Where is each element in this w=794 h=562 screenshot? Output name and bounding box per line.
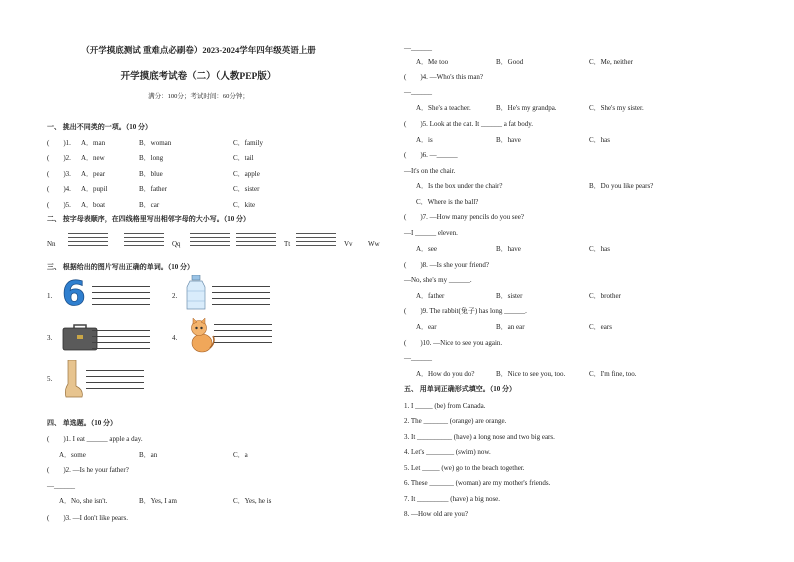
answer-line[interactable] xyxy=(214,324,272,325)
letter-nn: Nn xyxy=(47,240,56,248)
question-stem: ( )4. —Who's this man? xyxy=(404,73,484,81)
paper-title: （开学摸底测试 重难点必刷卷）2023-2024学年四年级英语上册 xyxy=(81,45,316,55)
fill-item: 1. I _____ (be) from Canada. xyxy=(404,402,486,410)
answer-line[interactable] xyxy=(86,382,144,383)
question-stem: ( )10. —Nice to see you again. xyxy=(404,339,503,347)
answer-line[interactable] xyxy=(212,304,270,305)
answer-line[interactable] xyxy=(92,286,150,287)
question-stem: ( )3. —I don't like pears. xyxy=(47,514,128,522)
answer-line[interactable] xyxy=(92,304,150,305)
svg-text:6: 6 xyxy=(62,274,86,310)
section1-heading: 一、 挑出不同类的一项。（10 分） xyxy=(47,123,152,131)
answer-line[interactable] xyxy=(214,336,272,337)
answer-line[interactable] xyxy=(214,330,272,331)
section4-heading: 四、 单选题。（10 分） xyxy=(47,419,117,427)
exam-info: 满分：100分；考试时间：60分钟； xyxy=(148,93,249,100)
answer-line[interactable] xyxy=(86,376,144,377)
cat-icon xyxy=(186,318,216,359)
four-line-grid[interactable] xyxy=(68,233,108,249)
fill-item: 3. It __________ (have) a long nose and two big ears. xyxy=(404,433,555,441)
water-bottle-icon xyxy=(184,275,208,316)
fill-item: 8. —How old are you? xyxy=(404,510,468,518)
answer-line[interactable] xyxy=(92,342,150,343)
four-line-grid[interactable] xyxy=(296,233,336,249)
answer-line[interactable] xyxy=(212,292,270,293)
question-stem: ( )6. —______ xyxy=(404,151,458,159)
question-stem: ( )1. I eat ______ apple a day. xyxy=(47,435,143,443)
fill-item: 2. The _______ (orange) are orange. xyxy=(404,417,507,425)
answer-line[interactable] xyxy=(212,298,270,299)
answer-line[interactable] xyxy=(92,292,150,293)
fill-item: 4. Let's ________ (swim) now. xyxy=(404,448,491,456)
answer-line[interactable] xyxy=(212,286,270,287)
letter-ww: Ww xyxy=(368,240,380,248)
answer-line[interactable] xyxy=(86,388,144,389)
paper-subtitle: 开学摸底考试卷（二）（人教PEP版） xyxy=(120,72,277,82)
answer-line[interactable] xyxy=(86,370,144,371)
question-stem: ( )7. —How many pencils do you see? xyxy=(404,213,524,221)
answer-line[interactable] xyxy=(92,348,150,349)
four-line-grid[interactable] xyxy=(124,233,164,249)
question-stem: ( )9. The rabbit(兔子) has long ______. xyxy=(404,307,527,315)
foot-icon xyxy=(62,360,86,405)
question-stem: ( )5. Look at the cat. It ______ a fat body. xyxy=(404,120,534,128)
answer-line[interactable] xyxy=(92,336,150,337)
number-six-icon xyxy=(60,274,88,315)
four-line-grid[interactable] xyxy=(236,233,276,249)
section3-heading: 三、 根据给出的图片写出正确的单词。（10 分） xyxy=(47,263,194,271)
letter-tt: Tt xyxy=(284,240,291,248)
answer-line[interactable] xyxy=(92,298,150,299)
four-line-grid[interactable] xyxy=(190,233,230,249)
answer-line[interactable] xyxy=(214,342,272,343)
section2-heading: 二、 按字母表顺序，在四线格里写出相邻字母的大小写。（10 分） xyxy=(47,215,250,223)
question-stem: ( )8. —Is she your friend? xyxy=(404,261,489,269)
answer-line[interactable] xyxy=(92,330,150,331)
fill-item: 5. Let _____ (we) go to the beach together. xyxy=(404,464,525,472)
question-stem: ( )2. —Is he your father? xyxy=(47,466,129,474)
letter-vv: Vv xyxy=(344,240,353,248)
fill-item: 6. These _______ (woman) are my mother's friends. xyxy=(404,479,551,487)
letter-qq: Qq xyxy=(172,240,181,248)
fill-item: 7. It _________ (have) a big nose. xyxy=(404,495,501,503)
briefcase-icon xyxy=(62,323,98,356)
section5-heading: 五、 用单词正确形式填空。（10 分） xyxy=(404,385,516,393)
